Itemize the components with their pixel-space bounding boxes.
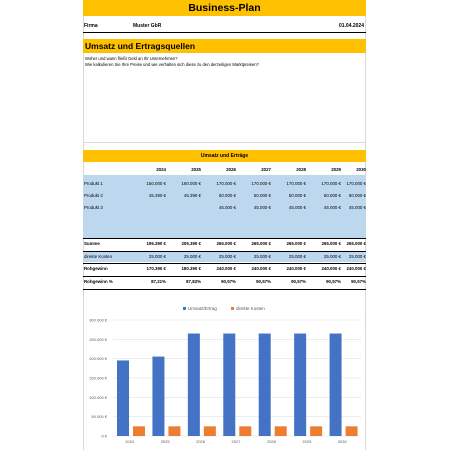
chart-svg — [83, 302, 366, 448]
table-rule — [83, 289, 366, 290]
y-tick-label: 50.000 € — [91, 414, 107, 420]
summe-value[interactable]: 195.390 € — [146, 241, 166, 246]
y-tick-label: 100.000 € — [89, 394, 107, 400]
firm-row — [83, 21, 366, 32]
rohgewinn-value[interactable]: 240.000 € — [251, 266, 271, 271]
rohgewinn-pct-value[interactable]: 90,57% — [221, 279, 236, 284]
bar-umsatz — [152, 357, 164, 436]
direkte-kosten-label: direkte Kosten — [84, 254, 113, 259]
bar-umsatz — [117, 360, 129, 436]
firm-label: Firma — [84, 23, 98, 29]
year-header: 2030 — [356, 167, 366, 172]
produkt-1-value[interactable]: 160.000 € — [181, 181, 201, 186]
rohgewinn-pct-value[interactable]: 87,21% — [151, 279, 166, 284]
legend-swatch — [231, 307, 234, 310]
direkte-kosten-value[interactable]: 25.000 € — [148, 254, 166, 259]
table-rule — [83, 251, 366, 252]
direkte-kosten-value[interactable]: 25.000 € — [323, 254, 341, 259]
bar-umsatz — [188, 334, 200, 436]
produkt-3-value[interactable]: 45.000 € — [348, 205, 366, 210]
y-tick-label: 250.000 € — [89, 336, 107, 342]
year-header: 2029 — [331, 167, 341, 172]
firm-name[interactable]: Muster GbR — [133, 23, 162, 29]
rohgewinn-value[interactable]: 240.000 € — [216, 266, 236, 271]
bar-chart — [83, 302, 366, 448]
year-header: 2024 — [156, 167, 166, 172]
spreadsheet-sheet — [83, 0, 366, 450]
table-rule — [83, 263, 366, 264]
produkt-2-value[interactable]: 45.390 € — [148, 193, 166, 198]
direkte-kosten-value[interactable]: 25.000 € — [183, 254, 201, 259]
y-tick-label: 200.000 € — [89, 356, 107, 362]
rohgewinn-pct-value[interactable]: 90,57% — [351, 279, 366, 284]
produkt-2-value[interactable]: 50.000 € — [348, 193, 366, 198]
x-tick-label: 2026 — [196, 439, 206, 444]
rohgewinn-value[interactable]: 240.000 € — [321, 266, 341, 271]
produkt-2-label: Produkt 2 — [84, 193, 103, 198]
y-tick-label: 300.000 € — [89, 317, 107, 323]
produkt-1-value[interactable]: 150.000 € — [146, 181, 166, 186]
x-tick-label: 2028 — [266, 439, 276, 444]
summe-label: Summe — [84, 241, 100, 246]
firm-date[interactable]: 01.04.2024 — [338, 23, 364, 29]
direkte-kosten-value[interactable]: 25.000 € — [348, 254, 366, 259]
x-tick-label: 2029 — [302, 439, 312, 444]
x-tick-label: 2030 — [337, 439, 347, 444]
produkt-1-label: Produkt 1 — [84, 181, 103, 186]
produkt-3-value[interactable]: 45.000 € — [323, 205, 341, 210]
rohgewinn-pct-value[interactable]: 90,57% — [291, 279, 306, 284]
summe-value[interactable]: 265.000 € — [346, 241, 366, 246]
rohgewinn-pct-value[interactable]: 90,57% — [256, 279, 271, 284]
rohgewinn-value[interactable]: 240.000 € — [286, 266, 306, 271]
y-tick-label: 0 € — [101, 433, 107, 439]
produkt-2-value[interactable]: 50.000 € — [253, 193, 271, 198]
summe-value[interactable]: 265.000 € — [216, 241, 236, 246]
legend-label: Umsatz/Ertrag — [188, 306, 217, 311]
produkt-1-value[interactable]: 170.000 € — [321, 181, 341, 186]
bar-direkte-kosten — [239, 426, 251, 436]
summe-value[interactable]: 265.000 € — [286, 241, 306, 246]
rohgewinn-pct-label: Rohgewinn % — [84, 279, 113, 284]
produkt-1-value[interactable]: 170.000 € — [346, 181, 366, 186]
produkt-3-value[interactable]: 45.000 € — [253, 205, 271, 210]
bar-umsatz — [259, 334, 271, 436]
produkt-3-value[interactable]: 45.000 € — [288, 205, 306, 210]
firm-rule — [83, 32, 366, 33]
direkte-kosten-value[interactable]: 25.000 € — [218, 254, 236, 259]
rohgewinn-pct-value[interactable]: 87,83% — [186, 279, 201, 284]
produkt-1-value[interactable]: 170.000 € — [286, 181, 306, 186]
table-rule — [83, 276, 366, 277]
rohgewinn-label: Rohgewinn — [84, 266, 108, 271]
section-title: Umsatz und Ertragsquellen — [83, 39, 366, 53]
rohgewinn-value[interactable]: 240.000 € — [346, 266, 366, 271]
produkt-3-label: Produkt 3 — [84, 205, 103, 210]
direkte-kosten-value[interactable]: 25.000 € — [288, 254, 306, 259]
rohgewinn-pct-value[interactable]: 90,57% — [326, 279, 341, 284]
rohgewinn-value[interactable]: 170.390 € — [146, 266, 166, 271]
direkte-kosten-value[interactable]: 25.000 € — [253, 254, 271, 259]
bar-direkte-kosten — [168, 426, 180, 436]
summe-value[interactable]: 265.000 € — [251, 241, 271, 246]
table-rule — [83, 238, 366, 239]
produkt-1-value[interactable]: 170.000 € — [251, 181, 271, 186]
year-header: 2027 — [261, 167, 271, 172]
text-area-rule — [83, 142, 366, 143]
year-header: 2026 — [226, 167, 236, 172]
produkt-1-value[interactable]: 170.000 € — [216, 181, 236, 186]
bar-umsatz — [223, 334, 235, 436]
rohgewinn-value[interactable]: 180.390 € — [181, 266, 201, 271]
bar-direkte-kosten — [204, 426, 216, 436]
year-header: 2028 — [296, 167, 306, 172]
produkt-2-value[interactable]: 45.390 € — [183, 193, 201, 198]
table-title: Umsatz und Erträge — [83, 150, 366, 162]
question-2: Wie kalkulieren Sie Ihre Preise und wie verhalten sich diese zu den derzeitigen Marktpreisen? — [85, 62, 259, 67]
summe-value[interactable]: 265.000 € — [321, 241, 341, 246]
legend-swatch — [183, 307, 186, 310]
summe-value[interactable]: 205.390 € — [181, 241, 201, 246]
x-tick-label: 2027 — [231, 439, 241, 444]
question-1: Woher und wann fließt Geld an Ihr Unternehmen? — [85, 56, 178, 61]
bar-direkte-kosten — [275, 426, 287, 436]
legend-label: direkte Kosten — [236, 306, 265, 311]
page-title: Business-Plan — [83, 0, 366, 16]
year-header: 2025 — [191, 167, 201, 172]
produkt-3-value[interactable]: 45.000 € — [218, 205, 236, 210]
x-tick-label: 2024 — [125, 439, 135, 444]
produkt-2-value[interactable]: 50.000 € — [218, 193, 236, 198]
produkt-2-value[interactable]: 50.000 € — [288, 193, 306, 198]
bar-umsatz — [330, 334, 342, 436]
x-tick-label: 2025 — [160, 439, 170, 444]
bar-direkte-kosten — [310, 426, 322, 436]
bar-umsatz — [294, 334, 306, 436]
bar-direkte-kosten — [133, 426, 145, 436]
y-tick-label: 150.000 € — [89, 375, 107, 381]
produkt-2-value[interactable]: 50.000 € — [323, 193, 341, 198]
bar-direkte-kosten — [346, 426, 358, 436]
